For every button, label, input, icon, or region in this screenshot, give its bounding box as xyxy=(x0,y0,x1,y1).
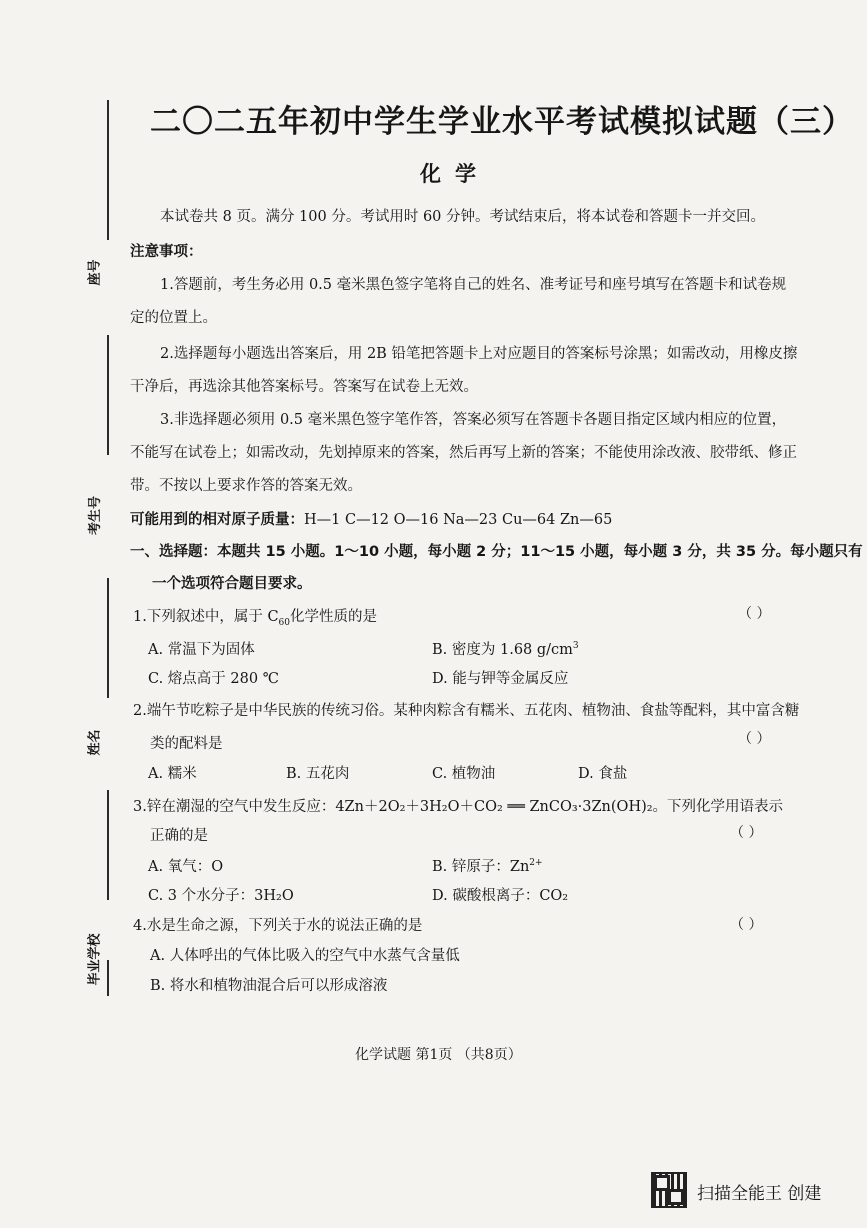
sidebar-rule xyxy=(107,578,109,698)
notice-line: 不能写在试卷上；如需改动，先划掉原来的答案，然后再写上新的答案；不能使用涂改液、胶带纸、修正 xyxy=(130,445,797,461)
atomic-masses-label: 可能用到的相对原子质量： xyxy=(130,512,304,528)
question-4-stem: 4.水是生命之源，下列关于水的说法正确的是 xyxy=(133,918,423,934)
option-d: D. 碳酸根离子：CO₂ xyxy=(432,888,569,904)
sidebar-rule xyxy=(107,790,109,900)
school-label: 毕业学校 xyxy=(87,933,103,986)
option-a: A. 常温下为固体 xyxy=(148,642,255,658)
notice-line: 3.非选择题必须用 0.5 毫米黑色签字笔作答，答案必须写在答题卡各题目指定区域内相应的位置， xyxy=(160,412,787,428)
notice-line: 定的位置上。 xyxy=(130,310,217,326)
question-2-stem: 类的配料是 xyxy=(150,736,223,752)
option-d: D. 能与钾等金属反应 xyxy=(432,671,569,687)
atomic-masses-values: H—1 C—12 O—16 Na—23 Cu—64 Zn—65 xyxy=(304,512,613,528)
option-a: A. 氧气：O xyxy=(148,859,224,875)
qr-code-icon xyxy=(651,1172,687,1208)
option-b xyxy=(432,638,579,659)
option-b: B. 将水和植物油混合后可以形成溶液 xyxy=(150,978,388,994)
q1-subscript: 60 xyxy=(278,617,290,628)
question-3-stem: 3.锌在潮湿的空气中发生反应：4Zn＋2O₂＋3H₂O＋CO₂ ══ ZnCO₃·3Zn(OH)₂。下列化学用语表示 xyxy=(133,799,784,815)
option-c: C. 熔点高于 280 ℃ xyxy=(148,671,279,687)
answer-paren: （ ） xyxy=(738,731,771,747)
notice-line: 干净后，再选涂其他答案标号。答案写在试卷上无效。 xyxy=(130,379,478,395)
atomic-masses xyxy=(130,508,612,529)
section-heading: 一个选项符合题目要求。 xyxy=(152,576,312,592)
notice-line: 1.答题前，考生务必用 0.5 毫米黑色签字笔将自己的姓名、准考证号和座号填写在答题卡和试卷规 xyxy=(160,277,787,293)
notice-line: 2.选择题每小题选出答案后，用 2B 铅笔把答题卡上对应题目的答案标号涂黑；如需改动，用橡皮擦 xyxy=(160,346,798,362)
q1-stem-part: 1.下列叙述中，属于 C xyxy=(133,609,279,625)
option-a: A. 糯米 xyxy=(148,766,197,782)
option-b: B. 五花肉 xyxy=(286,766,350,782)
notice-line: 带。不按以上要求作答的答案无效。 xyxy=(130,478,362,494)
answer-paren: （ ） xyxy=(730,825,763,841)
answer-paren: （ ） xyxy=(730,917,763,933)
option-d: D. 食盐 xyxy=(578,766,628,782)
section-heading: 一、选择题：本题共 15 小题。1～10 小题，每小题 2 分；11～15 小题，每小题 3 分，共 35 分。每小题只有 xyxy=(130,544,863,560)
page-footer: 化学试题 第1页 （共8页） xyxy=(355,1047,522,1063)
exam-title: 二〇二五年初中学生学业水平考试模拟试题（三） xyxy=(150,104,854,140)
question-1-stem xyxy=(133,605,377,628)
sidebar-rule xyxy=(107,100,109,240)
name-label: 姓名 xyxy=(87,729,103,756)
sidebar-rule xyxy=(107,335,109,455)
q1-superscript: 3 xyxy=(572,641,579,652)
intro-text: 本试卷共 8 页。满分 100 分。考试用时 60 分钟。考试结束后，将本试卷和答题卡一并交回。 xyxy=(160,209,766,225)
scanner-watermark: 扫描全能王 创建 xyxy=(697,1184,822,1204)
answer-paren: （ ） xyxy=(738,606,771,622)
option-c: C. 植物油 xyxy=(432,766,496,782)
option-b xyxy=(432,855,543,876)
question-2-stem: 2.端午节吃粽子是中华民族的传统习俗。某种肉粽含有糯米、五花肉、植物油、食盐等配料，其中富含糖 xyxy=(133,703,800,719)
question-3-stem: 正确的是 xyxy=(150,828,208,844)
option-c: C. 3 个水分子：3H₂O xyxy=(148,888,294,904)
notice-heading: 注意事项： xyxy=(130,244,203,260)
q1-stem-part: 化学性质的是 xyxy=(290,609,377,625)
exam-number-label: 考生号 xyxy=(88,495,104,536)
q3-superscript: 2+ xyxy=(529,858,543,869)
q1-option-b-text: B. 密度为 1.68 g/cm xyxy=(432,642,573,658)
sidebar-rule xyxy=(107,960,109,996)
option-a: A. 人体呼出的气体比吸入的空气中水蒸气含量低 xyxy=(150,948,460,964)
q3-option-b-text: B. 锌原子：Zn xyxy=(432,859,530,875)
seat-label: 座号 xyxy=(87,259,103,286)
subject-title: 化学 xyxy=(420,162,490,186)
